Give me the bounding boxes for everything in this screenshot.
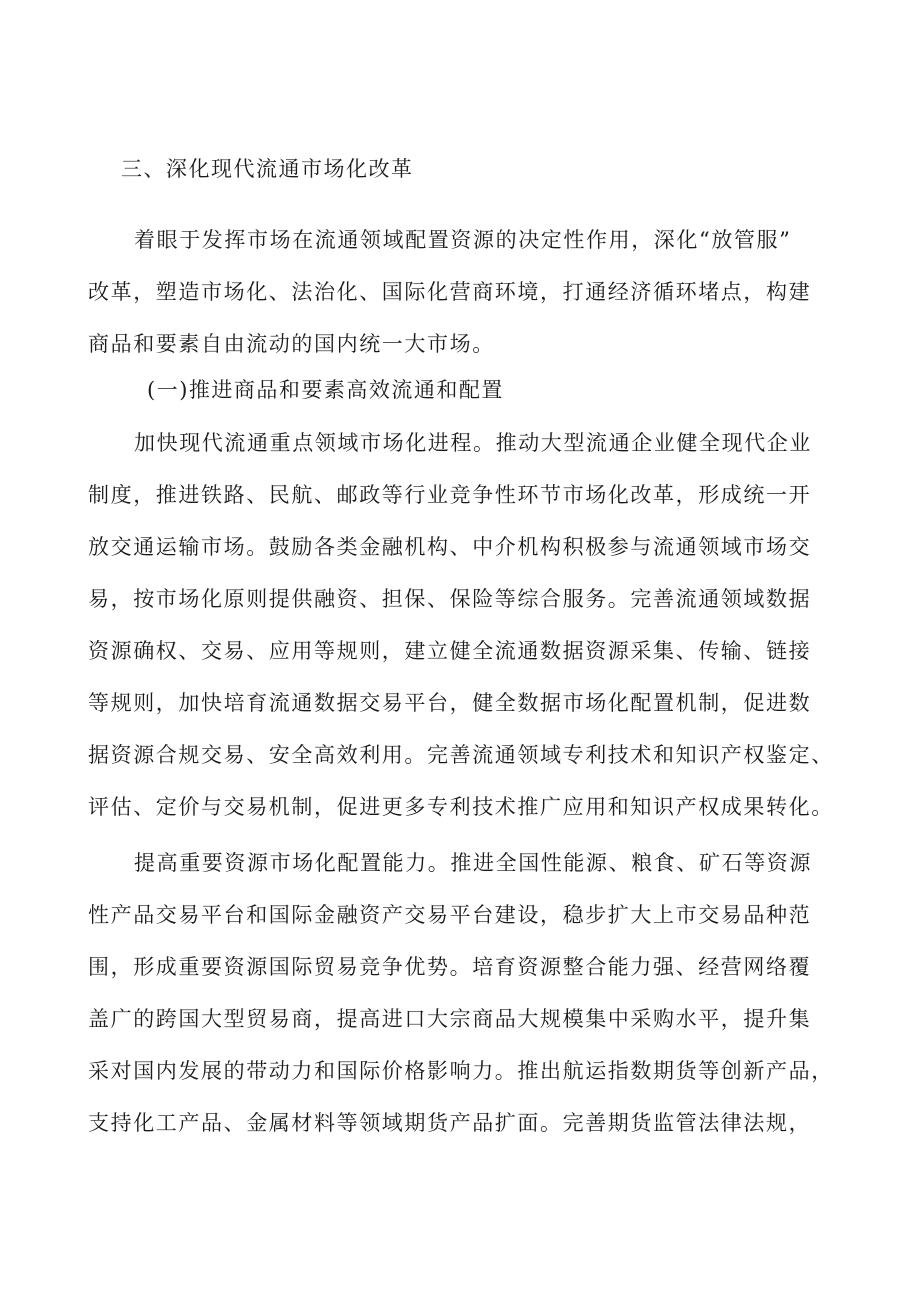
section-heading: 三、深化现代流通市场化改革 [121,157,414,181]
text-line: 评估、定价与交易机制，促进更多专利技术推广应用和知识产权成果转化。 [88,795,834,819]
text-line: 放交通运输市场。鼓励各类金融机构、中介机构积极参与流通领域市场交 [88,535,812,559]
text-line: 采对国内发展的带动力和国际价格影响力。推出航运指数期货等创新产品， [88,1059,834,1083]
text-line: 围，形成重要资源国际贸易竞争优势。培育资源整合能力强、经营网络覆 [88,955,812,979]
text-line: 性产品交易平台和国际金融资产交易平台建设，稳步扩大上市交易品种范 [88,903,812,927]
text-line: 提高重要资源市场化配置能力。推进全国性能源、粮食、矿石等资源 [134,851,812,875]
subsection-heading: (一)推进商品和要素高效流通和配置 [147,378,504,402]
text-line: 易，按市场化原则提供融资、担保、保险等综合服务。完善流通领域数据 [88,587,812,611]
text-line: 据资源合规交易、安全高效利用。完善流通领域专利技术和知识产权鉴定、 [88,743,834,767]
text-line: 改革，塑造市场化、法治化、国际化营商环境，打通经济循环堵点，构建 [88,280,812,304]
text-line: 加快现代流通重点领域市场化进程。推动大型流通企业健全现代企业 [134,431,812,455]
text-line: 商品和要素自由流动的国内统一大市场。 [88,332,495,356]
text-line: 盖广的跨国大型贸易商，提高进口大宗商品大规模集中采购水平，提升集 [88,1007,812,1031]
text-line: 等规则，加快培育流通数据交易平台，健全数据市场化配置机制，促进数 [88,691,812,715]
text-line: 制度，推进铁路、民航、邮政等行业竞争性环节市场化改革，形成统一开 [88,483,812,507]
text-line: 资源确权、交易、应用等规则，建立健全流通数据资源采集、传输、链接 [88,639,812,663]
text-line: 着眼于发挥市场在流通领域配置资源的决定性作用，深化“放管服” [134,228,792,252]
text-line: 支持化工产品、金属材料等领域期货产品扩面。完善期货监管法律法规， [88,1111,812,1135]
